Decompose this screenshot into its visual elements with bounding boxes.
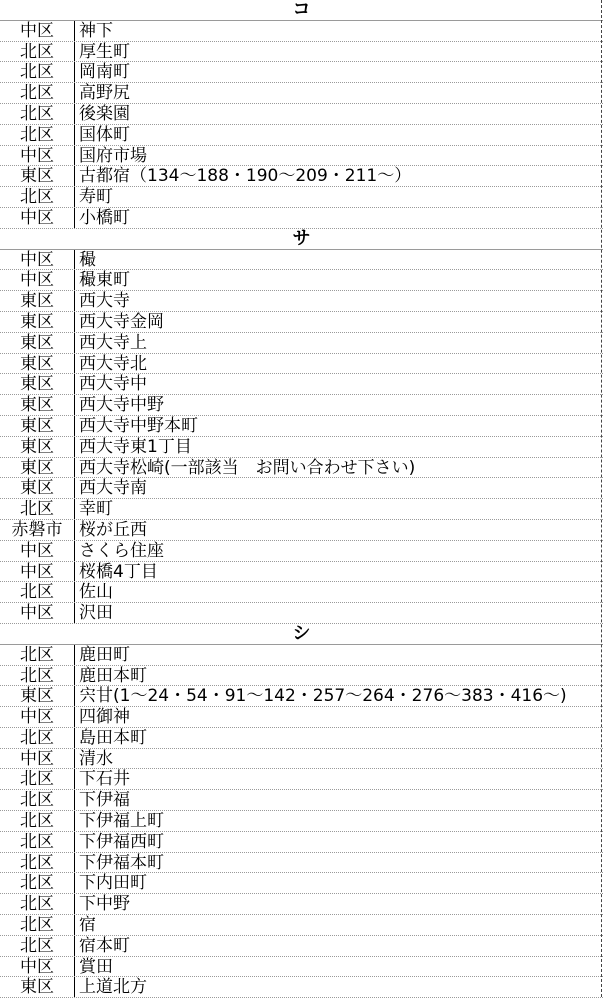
ward-cell: 東区 bbox=[0, 374, 75, 394]
table-row bbox=[0, 166, 603, 187]
table-row bbox=[0, 42, 603, 63]
town-cell: 西大寺中 bbox=[79, 374, 147, 395]
ward-cell: 北区 bbox=[0, 125, 75, 145]
town-cell: 下石井 bbox=[79, 769, 130, 790]
ward-cell: 中区 bbox=[0, 208, 75, 228]
town-cell: 下内田町 bbox=[79, 873, 147, 894]
town-cell: 下伊福 bbox=[79, 790, 130, 811]
ward-cell: 中区 bbox=[0, 21, 75, 41]
table-row bbox=[0, 707, 603, 728]
table-row bbox=[0, 957, 603, 978]
table-row bbox=[0, 603, 603, 624]
ward-cell: 北区 bbox=[0, 187, 75, 207]
town-cell: 清水 bbox=[79, 748, 113, 769]
section-kana: コ bbox=[292, 0, 311, 20]
ward-cell: 東区 bbox=[0, 416, 75, 436]
ward-cell: 北区 bbox=[0, 915, 75, 935]
ward-cell: 中区 bbox=[0, 707, 75, 727]
town-cell: 島田本町 bbox=[79, 727, 147, 748]
table-row bbox=[0, 520, 603, 541]
table-row bbox=[0, 936, 603, 957]
town-cell: 厚生町 bbox=[79, 41, 130, 62]
table-row bbox=[0, 499, 603, 520]
table-row bbox=[0, 125, 603, 146]
town-cell: 宿本町 bbox=[79, 935, 130, 956]
ward-cell: 北区 bbox=[0, 811, 75, 831]
table-row bbox=[0, 208, 603, 229]
table-row bbox=[0, 250, 603, 271]
table-row bbox=[0, 582, 603, 603]
table-row bbox=[0, 832, 603, 853]
town-cell: 下伊福本町 bbox=[79, 852, 164, 873]
section-kana: シ bbox=[292, 622, 311, 644]
ward-cell: 中区 bbox=[0, 603, 75, 623]
ward-cell: 北区 bbox=[0, 582, 75, 602]
town-cell: 上道北方 bbox=[79, 977, 147, 998]
ward-cell: 北区 bbox=[0, 62, 75, 82]
ward-cell: 北区 bbox=[0, 42, 75, 62]
table-row bbox=[0, 977, 603, 998]
ward-cell: 北区 bbox=[0, 936, 75, 956]
town-cell: 西大寺東1丁目 bbox=[79, 436, 192, 457]
table-row bbox=[0, 915, 603, 936]
table-row bbox=[0, 541, 603, 562]
table-row bbox=[0, 374, 603, 395]
ward-cell: 東区 bbox=[0, 395, 75, 415]
ward-cell: 東区 bbox=[0, 312, 75, 332]
town-cell: 西大寺中野 bbox=[79, 395, 164, 415]
ward-cell: 北区 bbox=[0, 873, 75, 893]
town-cell: 鹿田本町 bbox=[79, 665, 147, 686]
table-row bbox=[0, 853, 603, 874]
section-kana: サ bbox=[292, 227, 311, 249]
ward-cell: 北区 bbox=[0, 83, 75, 103]
table-row bbox=[0, 645, 603, 666]
table-row bbox=[0, 458, 603, 479]
ward-cell: 東区 bbox=[0, 354, 75, 374]
ward-cell: 中区 bbox=[0, 250, 75, 270]
table-row bbox=[0, 395, 603, 416]
town-cell: 穝東町 bbox=[79, 270, 130, 291]
section-header bbox=[0, 0, 603, 21]
town-cell: 下伊福西町 bbox=[79, 831, 164, 852]
section-header bbox=[0, 624, 603, 645]
table-row bbox=[0, 83, 603, 104]
ward-cell: 東区 bbox=[0, 458, 75, 478]
ward-cell: 東区 bbox=[0, 291, 75, 311]
ward-cell: 北区 bbox=[0, 499, 75, 519]
table-row bbox=[0, 562, 603, 583]
town-cell: 高野尻 bbox=[79, 83, 130, 103]
table-row bbox=[0, 104, 603, 125]
town-cell: 幸町 bbox=[79, 499, 113, 519]
table-row bbox=[0, 291, 603, 312]
town-cell: 宍甘(1～24・54・91～142・257～264・276～383・416～) bbox=[79, 686, 567, 707]
town-cell: 四御神 bbox=[79, 707, 130, 727]
town-cell: 下中野 bbox=[79, 894, 130, 915]
table-row bbox=[0, 790, 603, 811]
ward-cell: 中区 bbox=[0, 541, 75, 561]
ward-cell: 東区 bbox=[0, 166, 75, 186]
ward-cell: 東区 bbox=[0, 977, 75, 997]
ward-cell: 北区 bbox=[0, 894, 75, 914]
town-cell: 西大寺上 bbox=[79, 332, 147, 353]
town-cell: 寿町 bbox=[79, 187, 113, 207]
town-cell: 西大寺 bbox=[79, 291, 130, 311]
ward-cell: 東区 bbox=[0, 686, 75, 706]
town-cell: 穝 bbox=[79, 249, 96, 270]
ward-cell: 中区 bbox=[0, 749, 75, 769]
ward-cell: 東区 bbox=[0, 478, 75, 498]
ward-cell: 中区 bbox=[0, 562, 75, 582]
table-right-border bbox=[601, 0, 602, 997]
ward-cell: 中区 bbox=[0, 270, 75, 290]
town-cell: さくら住座 bbox=[79, 540, 164, 561]
table-row bbox=[0, 312, 603, 333]
town-cell: 国府市場 bbox=[79, 145, 147, 166]
town-cell: 佐山 bbox=[79, 582, 113, 603]
town-cell: 後楽園 bbox=[79, 103, 130, 124]
town-cell: 西大寺北 bbox=[79, 353, 147, 374]
town-cell: 神下 bbox=[79, 20, 113, 41]
table-row bbox=[0, 478, 603, 499]
town-cell: 小橋町 bbox=[79, 207, 130, 228]
table-row bbox=[0, 749, 603, 770]
ward-cell: 中区 bbox=[0, 146, 75, 166]
table-row bbox=[0, 146, 603, 167]
table-row bbox=[0, 62, 603, 83]
town-cell: 西大寺中野本町 bbox=[79, 415, 198, 436]
table-row bbox=[0, 894, 603, 915]
town-cell: 下伊福上町 bbox=[79, 811, 164, 831]
ward-cell: 北区 bbox=[0, 104, 75, 124]
town-cell: 桜が丘西 bbox=[79, 519, 147, 540]
ward-cell: 北区 bbox=[0, 645, 75, 665]
table-row bbox=[0, 354, 603, 375]
ward-cell: 東区 bbox=[0, 333, 75, 353]
town-cell: 西大寺金岡 bbox=[79, 311, 164, 332]
table-row bbox=[0, 873, 603, 894]
ward-cell: 北区 bbox=[0, 790, 75, 810]
table-row bbox=[0, 811, 603, 832]
table-row bbox=[0, 333, 603, 354]
town-cell: 西大寺松崎(一部該当 お問い合わせ下さい) bbox=[79, 457, 416, 478]
ward-cell: 東区 bbox=[0, 437, 75, 457]
table-row bbox=[0, 769, 603, 790]
town-cell: 国体町 bbox=[79, 124, 130, 145]
section-header bbox=[0, 229, 603, 250]
table-row bbox=[0, 21, 603, 42]
ward-cell: 北区 bbox=[0, 832, 75, 852]
ward-cell: 中区 bbox=[0, 957, 75, 977]
ward-cell: 北区 bbox=[0, 769, 75, 789]
town-cell: 鹿田町 bbox=[79, 644, 130, 665]
table-row bbox=[0, 416, 603, 437]
ward-cell: 北区 bbox=[0, 853, 75, 873]
ward-cell: 北区 bbox=[0, 728, 75, 748]
table-row bbox=[0, 270, 603, 291]
town-cell: 賞田 bbox=[79, 956, 113, 977]
town-cell: 岡南町 bbox=[79, 62, 130, 83]
town-cell: 古都宿（134～188・190～209・211～） bbox=[79, 166, 412, 187]
town-cell: 沢田 bbox=[79, 603, 113, 623]
table-row bbox=[0, 437, 603, 458]
table-row bbox=[0, 686, 603, 707]
table-row bbox=[0, 666, 603, 687]
ward-cell: 北区 bbox=[0, 666, 75, 686]
table-row bbox=[0, 187, 603, 208]
town-cell: 宿 bbox=[79, 915, 96, 935]
town-cell: 桜橋4丁目 bbox=[79, 561, 158, 582]
town-cell: 西大寺南 bbox=[79, 478, 147, 499]
ward-cell: 赤磐市 bbox=[0, 520, 75, 540]
table-row bbox=[0, 728, 603, 749]
